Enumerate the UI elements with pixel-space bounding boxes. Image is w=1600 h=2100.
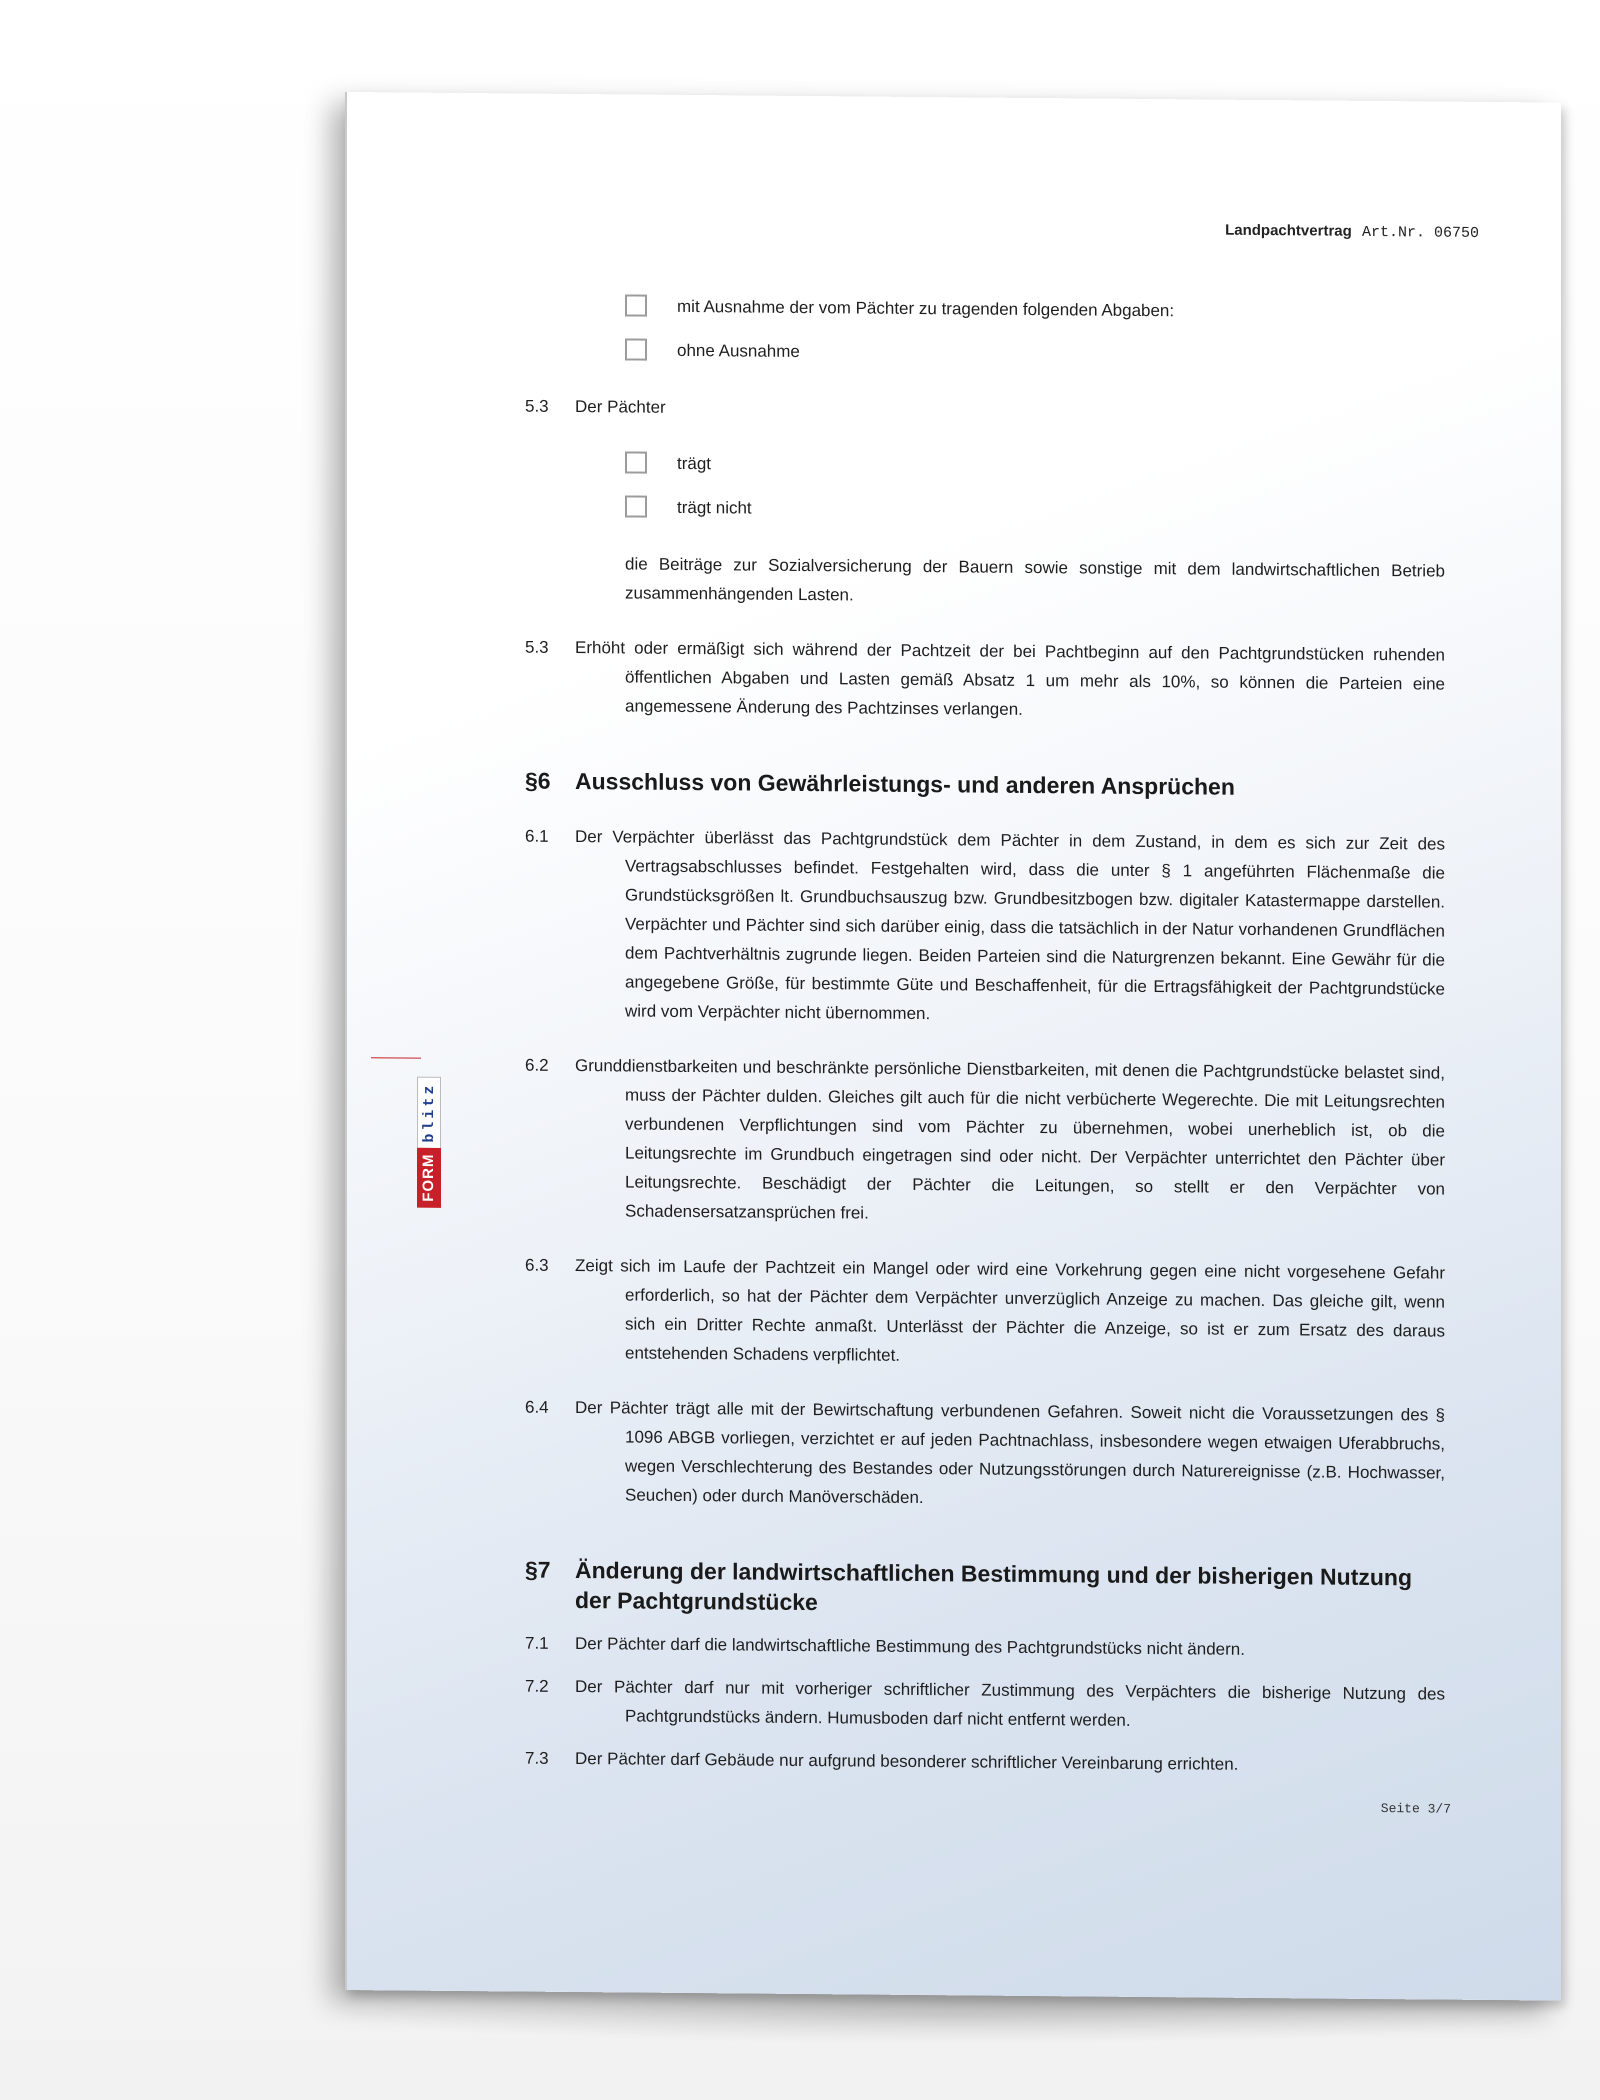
clause-text: Der Pächter trägt alle mit der Bewirtschaftung verbundenen Gefahren. Soweit nicht die Voraussetzungen des § 1096 ABGB vorliegen, verzichtet er auf jeden Pachtnachlass, insbesondere wegen etwaigen Uferabbruchs, wegen Verschlechterung des Bestandes oder Nutzungsstörungen durch Naturereignisse (z.B. Hochwasser, Seuchen) oder durch Manöverschäden. — [575, 1398, 1445, 1508]
option-label: mit Ausnahme der vom Pächter zu tragenden folgenden Abgaben: — [677, 296, 1175, 320]
section-7-heading — [525, 1555, 1445, 1623]
section-title: Änderung der landwirtschaftlichen Bestimmung und der bisherigen Nutzung der Pachtgrundstücke — [575, 1557, 1412, 1616]
clause-5-3-second — [525, 633, 1445, 728]
logo-accent-line — [371, 1057, 421, 1058]
option-label: trägt nicht — [677, 497, 752, 518]
clause-text: Erhöht oder ermäßigt sich während der Pachtzeit der bei Pachtbeginn auf den Pachtgrundstücken ruhenden öffentlichen Abgaben und Lasten gemäß Absatz 1 um mehr als 10%, so können die Parteien eine angemessene Änderung des Pachtzinses verlangen. — [575, 638, 1445, 719]
clause-number: 7.2 — [525, 1676, 549, 1696]
clause-text: Zeigt sich im Laufe der Pachtzeit ein Mangel oder wird eine Vorkehrung gegen eine nicht vorgesehene Gefahr erforderlich, so hat der Pächter dem Verpächter unverzüglich Anzeige zu machen. Das gleiche gilt, wenn sich ein Dritter Rechte anmaßt. Unterlässt der Pächter die Anzeige, so ist er zum Ersatz des daraus entstehenden Schadens verpflichtet. — [575, 1256, 1445, 1365]
clause-6-2 — [525, 1051, 1445, 1233]
clause-number: 6.1 — [525, 826, 549, 846]
checkbox[interactable] — [625, 338, 647, 360]
document-page — [345, 92, 1561, 2001]
document-title: Landpachtvertrag — [1225, 221, 1352, 240]
clause-number: 6.4 — [525, 1397, 549, 1417]
option-row — [625, 334, 1445, 371]
clause-6-4 — [525, 1393, 1445, 1517]
clause-number: 7.3 — [525, 1748, 549, 1768]
logo-blitz-text: blitz — [417, 1076, 441, 1147]
clause-6-3 — [525, 1251, 1445, 1375]
checkbox[interactable] — [625, 294, 647, 316]
clause-text: Der Pächter darf die landwirtschaftliche Bestimmung des Pachtgrundstücks nicht ändern. — [575, 1634, 1245, 1659]
document-body — [525, 290, 1445, 1781]
clause-number: 6.3 — [525, 1255, 549, 1275]
clause-text: Der Pächter darf Gebäude nur aufgrund besonderer schriftlicher Vereinbarung errichten. — [575, 1749, 1239, 1774]
clause-text: Der Verpächter überlässt das Pachtgrundstück dem Pächter in dem Zustand, in dem es sich zur Zeit des Vertragsabschlusses befindet. Festgehalten wird, dass die unter § 1 angeführten Flächenmaße die Grundstücksgrößen lt. Grundbuchsauszug bzw. Grundbesitzbogen bzw. digitaler Katastermappe darstellen. Verpächter und Pächter sind sich darüber einig, dass die tatsächlich in der Natur vorhandenen Grundflächen dem Pachtverhältnis zugrunde liegen. Beiden Parteien sind die Naturgrenzen bekannt. Eine Gewähr für die angegebene Größe, für bestimmte Güte und Beschaffenheit, für die Ertragsfähigkeit der Pachtgrundstücke wird vom Verpächter nicht übernommen. — [575, 827, 1445, 1024]
clause-text: Der Pächter darf nur mit vorheriger schriftlicher Zustimmung des Verpächters die bisherige Nutzung des Pachtgrundstücks ändern. Humusboden darf nicht entfernt werden. — [575, 1677, 1445, 1730]
option-label: ohne Ausnahme — [677, 340, 800, 361]
clause-number: 6.2 — [525, 1055, 549, 1075]
article-number: Art.Nr. 06750 — [1361, 223, 1479, 242]
clause-number: 7.1 — [525, 1633, 549, 1653]
page-number: Seite 3/7 — [1380, 1801, 1451, 1817]
section-number: §6 — [525, 767, 551, 794]
option-label: trägt — [677, 453, 712, 473]
section-number: §7 — [525, 1556, 551, 1583]
checkbox[interactable] — [625, 495, 647, 517]
clause-number: 5.3 — [525, 396, 549, 416]
clause-5-3-continuation: die Beiträge zur Sozialversicherung der Bauern sowie sonstige mit dem landwirtschaftlichen Betrieb zusammenhängenden Lasten. — [625, 554, 1445, 605]
formblitz-logo — [417, 1058, 441, 1208]
checkbox[interactable] — [625, 451, 647, 473]
clause-7-2 — [525, 1672, 1445, 1738]
clause-6-1 — [525, 822, 1445, 1033]
clause-text: Der Pächter — [575, 397, 666, 417]
clause-number: 5.3 — [525, 637, 549, 657]
option-row — [625, 290, 1445, 327]
page-header — [1225, 222, 1479, 242]
clause-text: Grunddienstbarkeiten und beschränkte persönliche Dienstbarkeiten, mit denen die Pachtgrundstücke belastet sind, muss der Pächter dulden. Gleiches gilt auch für die nicht verbücherte Wegerechte. Die mit Leitungsrechten verbundenen Verpflichtungen sind vom Pächter zu übernehmen, wobei unerheblich ist, ob die Leitungsrechte im Grundbuch eingetragen sind oder nicht. Der Verpächter unterrichtet den Pächter über Leitungsrechte. Beschädigt der Pächter die Leitungen, so stellt er den Verpächter von Schadensersatzansprüchen frei. — [575, 1056, 1445, 1223]
option-row — [625, 447, 1445, 484]
logo-form-text: FORM — [417, 1147, 441, 1207]
option-row — [625, 491, 1445, 528]
section-title: Ausschluss von Gewährleistungs- und anderen Ansprüchen — [575, 768, 1235, 800]
